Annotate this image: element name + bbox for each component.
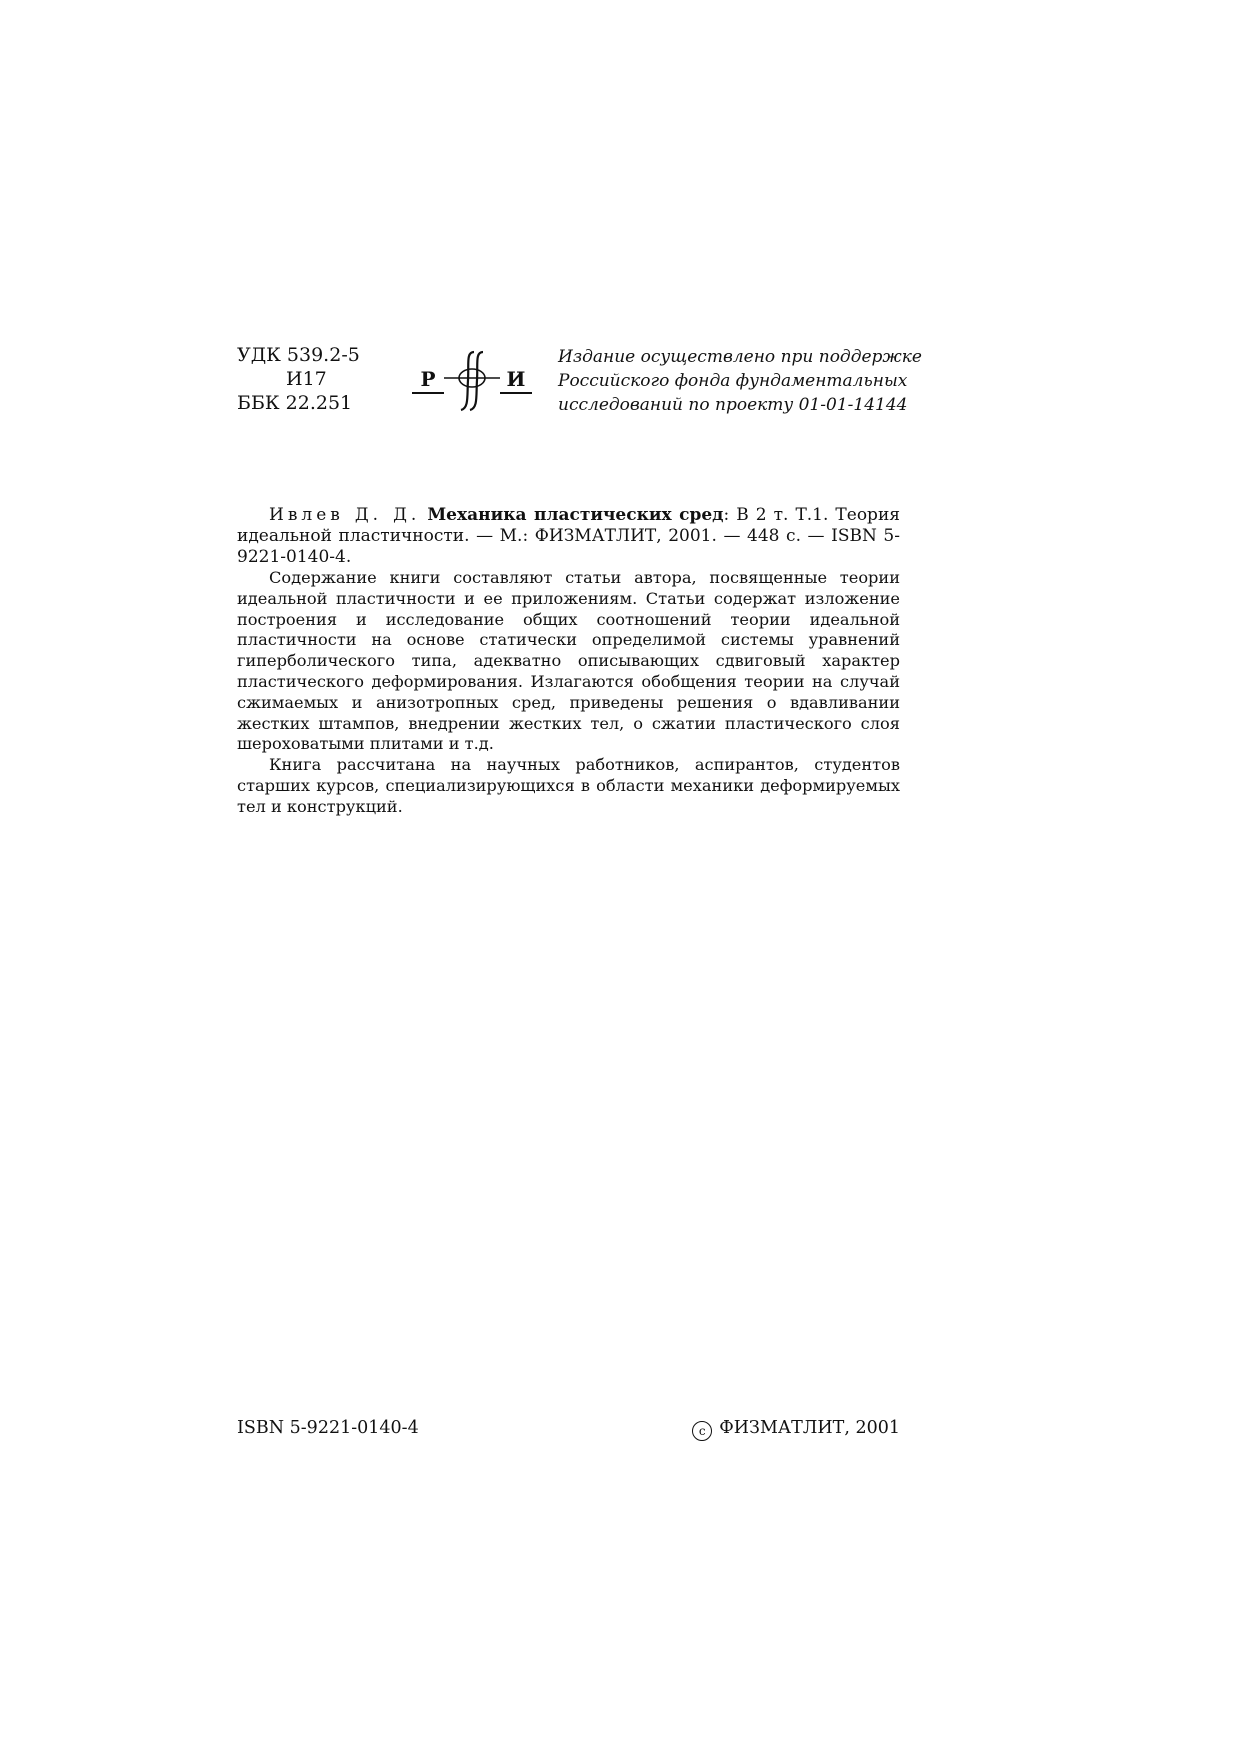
funding-note: [558, 345, 922, 417]
funding-line-3: исследований по проекту 01-01-14144: [558, 395, 908, 415]
funding-line-1: Издание осуществлено при поддержке: [558, 347, 922, 367]
book-title: Механика пластических сред: [427, 505, 724, 525]
funding-line-2: Российского фонда фундаментальных: [558, 371, 908, 391]
bbk-code: ББК 22.251: [237, 392, 353, 414]
footer-copyright: [692, 1418, 900, 1441]
annotation-paragraph-1: Содержание книги составляют статьи автора, посвященные теории идеальной пластичности и ее приложениям. Статьи содержат изложение построения и исследование общих соотношений теории идеальной пластичности на основе статически определимой системы уравнений гиперболического типа, адекватно описывающих сдвиговый характер пластического деформирования. Излагаются обобщения теории на случай сжимаемых и анизотропных сред, приведены решения о вдавливании жестких штампов, внедрении жестких тел, о сжатии пластического слоя шероховатыми плитами и т.д.: [237, 568, 900, 754]
logo-letter-i: И: [506, 367, 526, 391]
classification-codes: [237, 343, 360, 415]
udk-code: УДК 539.2-5: [237, 344, 360, 366]
author-name: Ивлев Д. Д.: [269, 505, 421, 525]
copyright-icon: c: [692, 1421, 712, 1441]
footer-isbn: ISBN 5-9221-0140-4: [237, 1418, 419, 1438]
rffi-logo: [412, 350, 532, 412]
bibliographic-record: [237, 505, 900, 568]
logo-letter-r: Р: [420, 367, 436, 391]
copyright-text: ФИЗМАТЛИТ, 2001: [719, 1418, 900, 1438]
author-mark: И17: [286, 368, 327, 390]
annotation: [237, 568, 900, 818]
bibliographic-details: : В 2 т. Т.1. Теория идеальной пластичности. — М.: ФИЗМАТЛИТ, 2001. — 448 с. — ISBN 5-9221-0140-4.: [237, 505, 900, 567]
annotation-paragraph-2: Книга рассчитана на научных работников, аспирантов, студентов старших курсов, специализирующихся в области механики деформируемых тел и конструкций.: [237, 755, 900, 816]
